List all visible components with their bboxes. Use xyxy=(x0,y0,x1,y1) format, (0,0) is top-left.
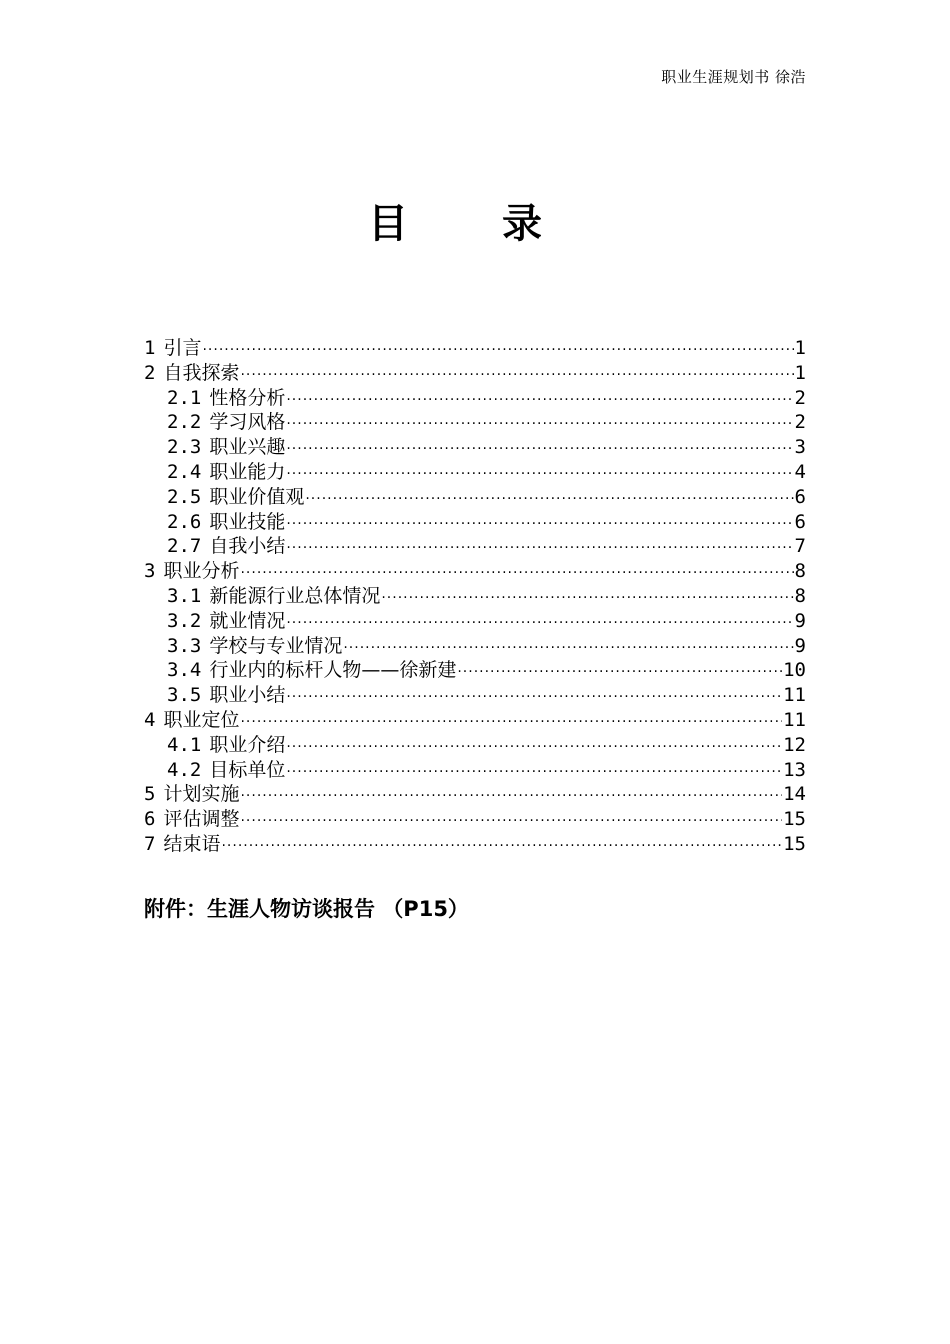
toc-dot-leader xyxy=(343,636,793,661)
toc-entry-number: 2.3 xyxy=(167,436,202,459)
toc-entry-page: 1 xyxy=(794,361,806,384)
toc-entry-page: 15 xyxy=(783,832,806,855)
toc-entry-label: 评估调整 xyxy=(163,808,240,831)
toc-entry-number: 2.5 xyxy=(167,485,202,508)
toc-dot-leader xyxy=(240,363,793,388)
toc-entry-page: 8 xyxy=(794,584,806,607)
toc-entry[interactable] xyxy=(144,758,806,783)
toc-entry-page: 9 xyxy=(794,609,806,632)
toc-dot-leader xyxy=(286,536,793,561)
toc-entry-number: 4.2 xyxy=(167,758,202,781)
toc-entry-number: 4.1 xyxy=(167,733,202,756)
appendix-note: 附件：生涯人物访谈报告 （P15） xyxy=(144,897,469,921)
toc-entry-label: 自我探索 xyxy=(163,361,240,384)
toc-entry-page: 4 xyxy=(794,460,806,483)
toc-entry-label: 职业介绍 xyxy=(209,733,286,756)
toc-entry-page: 1 xyxy=(794,337,806,359)
toc-entry[interactable] xyxy=(144,386,806,411)
toc-entry[interactable] xyxy=(144,832,806,857)
toc-entry-page: 9 xyxy=(794,634,806,657)
toc-entry-label: 职业能力 xyxy=(209,460,286,483)
toc-entry-page: 8 xyxy=(794,560,806,583)
toc-dot-leader xyxy=(305,487,793,512)
toc-entry-page: 7 xyxy=(794,535,806,558)
toc-entry-label: 性格分析 xyxy=(209,386,286,409)
toc-dot-leader xyxy=(286,611,793,636)
toc-entry-label: 就业情况 xyxy=(209,609,286,632)
toc-entry-number: 2.6 xyxy=(167,510,202,533)
toc-dot-leader xyxy=(286,462,793,487)
toc-entry[interactable] xyxy=(144,534,806,559)
toc-dot-leader xyxy=(286,412,793,437)
toc-dot-leader xyxy=(286,760,782,785)
toc-dot-leader xyxy=(240,710,782,735)
toc-dot-leader xyxy=(240,784,782,809)
toc-entry[interactable] xyxy=(144,733,806,758)
toc-entry-number: 1 xyxy=(144,337,156,359)
toc-entry-number: 2.4 xyxy=(167,460,202,483)
toc-entry-label: 计划实施 xyxy=(163,783,240,806)
toc-entry-label: 职业小结 xyxy=(209,684,286,707)
toc-entry[interactable] xyxy=(144,361,806,386)
toc-dot-leader xyxy=(381,586,793,611)
toc-entry[interactable] xyxy=(144,634,806,659)
toc-entry-number: 3.4 xyxy=(167,659,202,682)
toc-entry-page: 6 xyxy=(794,510,806,533)
toc-dot-leader xyxy=(457,660,782,685)
toc-entry-number: 3.3 xyxy=(167,634,202,657)
toc-entry-page: 14 xyxy=(783,783,806,806)
toc-entry-number: 6 xyxy=(144,808,156,831)
toc-entry-number: 5 xyxy=(144,783,156,806)
toc-entry-number: 2.1 xyxy=(167,386,202,409)
toc-entry-label: 学习风格 xyxy=(209,411,286,434)
toc-dot-leader xyxy=(202,338,793,363)
toc-entry[interactable] xyxy=(144,782,806,807)
toc-entry[interactable] xyxy=(144,609,806,634)
toc-entry-page: 3 xyxy=(794,436,806,459)
toc-entry-number: 3.1 xyxy=(167,584,202,607)
toc-entry-page: 13 xyxy=(783,758,806,781)
toc-entry-label: 引言 xyxy=(163,337,202,359)
toc-entry-label: 职业价值观 xyxy=(209,485,305,508)
toc-entry-label: 自我小结 xyxy=(209,535,286,558)
toc-entry-number: 3 xyxy=(144,560,156,583)
toc-entry[interactable] xyxy=(144,460,806,485)
toc-entry[interactable] xyxy=(144,683,806,708)
toc-entry-label: 目标单位 xyxy=(209,758,286,781)
toc-dot-leader xyxy=(221,834,782,859)
toc-entry-page: 6 xyxy=(794,485,806,508)
toc-entry[interactable] xyxy=(144,559,806,584)
toc-entry-label: 行业内的标杆人物——徐新建 xyxy=(209,659,457,682)
toc-entry[interactable] xyxy=(144,510,806,535)
toc-entry[interactable] xyxy=(144,336,806,361)
toc-entry[interactable] xyxy=(144,658,806,683)
toc-entry-number: 2 xyxy=(144,361,156,384)
toc-entry[interactable] xyxy=(144,485,806,510)
toc-entry[interactable] xyxy=(144,807,806,832)
toc-dot-leader xyxy=(286,388,793,413)
page-title: 目 录 xyxy=(368,201,582,247)
toc-entry[interactable] xyxy=(144,708,806,733)
toc-entry-number: 4 xyxy=(144,708,156,731)
toc-dot-leader xyxy=(240,809,782,834)
toc-entry-label: 职业兴趣 xyxy=(209,436,286,459)
toc-entry-page: 10 xyxy=(783,659,806,682)
toc-entry-label: 职业技能 xyxy=(209,510,286,533)
toc-entry-page: 2 xyxy=(794,386,806,409)
toc-entry-label: 职业定位 xyxy=(163,708,240,731)
toc-dot-leader xyxy=(286,685,782,710)
toc-entry-label: 职业分析 xyxy=(163,560,240,583)
page-header: 职业生涯规划书 徐浩 xyxy=(661,68,806,86)
toc-entry-number: 3.5 xyxy=(167,684,202,707)
toc-entry-page: 11 xyxy=(783,684,806,707)
toc-entry-number: 2.2 xyxy=(167,411,202,434)
toc-entry[interactable] xyxy=(144,584,806,609)
toc-entry-page: 11 xyxy=(783,708,806,731)
toc-dot-leader xyxy=(286,735,782,760)
toc-entry-page: 12 xyxy=(783,733,806,756)
toc-entry-label: 新能源行业总体情况 xyxy=(209,584,381,607)
table-of-contents xyxy=(144,336,806,857)
toc-entry-page: 2 xyxy=(794,411,806,434)
toc-entry-label: 学校与专业情况 xyxy=(209,634,343,657)
toc-entry-page: 15 xyxy=(783,808,806,831)
toc-dot-leader xyxy=(286,437,793,462)
toc-entry-number: 3.2 xyxy=(167,609,202,632)
toc-entry-label: 结束语 xyxy=(163,832,221,855)
toc-entry-number: 7 xyxy=(144,832,156,855)
toc-dot-leader xyxy=(286,512,793,537)
toc-entry-number: 2.7 xyxy=(167,535,202,558)
toc-entry[interactable] xyxy=(144,435,806,460)
toc-entry[interactable] xyxy=(144,410,806,435)
toc-dot-leader xyxy=(240,561,793,586)
